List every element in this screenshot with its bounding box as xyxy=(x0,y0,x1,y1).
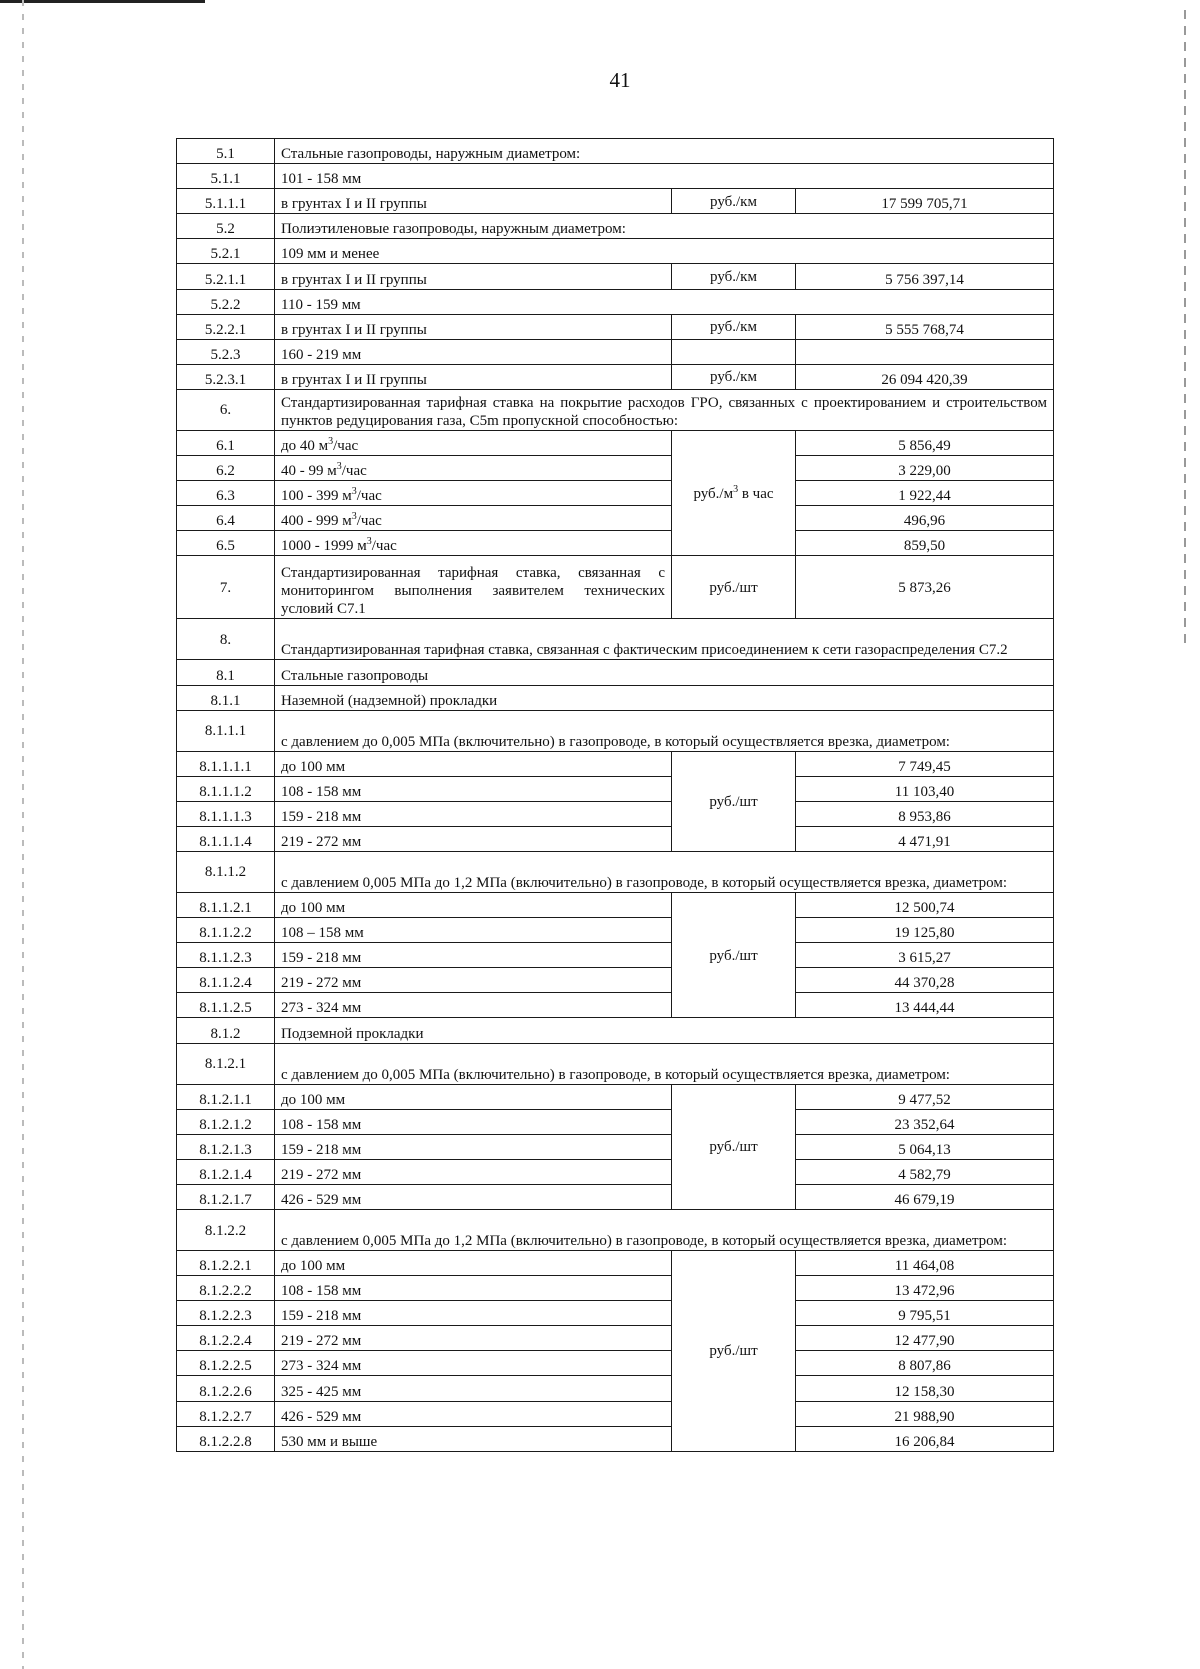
row-value: 4 582,79 xyxy=(796,1159,1054,1184)
row-desc: Полиэтиленовые газопроводы, наружным диаметром: xyxy=(275,214,1054,239)
row-code: 8.1.2.2.1 xyxy=(177,1251,275,1276)
row-value: 5 756 397,14 xyxy=(796,264,1054,289)
row-code: 8.1.2.1.2 xyxy=(177,1109,275,1134)
table-row xyxy=(177,214,1054,239)
row-desc: 219 - 272 мм xyxy=(275,968,672,993)
table-row xyxy=(177,556,1054,619)
table-row xyxy=(177,776,1054,801)
table-row xyxy=(177,968,1054,993)
row-desc: Стандартизированная тарифная ставка, связанная с мониторингом выполнения заявителем технических условий С7.1 xyxy=(275,556,672,619)
row-value-empty xyxy=(796,339,1054,364)
row-value: 5 873,26 xyxy=(796,556,1054,619)
row-code: 8.1.1 xyxy=(177,685,275,710)
row-desc: 160 - 219 мм xyxy=(275,339,672,364)
scan-edge-left xyxy=(22,0,24,1669)
row-desc: Стальные газопроводы xyxy=(275,660,1054,685)
table-row xyxy=(177,660,1054,685)
row-code: 8.1.2.1 xyxy=(177,1043,275,1084)
row-code: 8.1.1.2 xyxy=(177,851,275,892)
row-code: 8.1 xyxy=(177,660,275,685)
row-unit: руб./км xyxy=(672,314,796,339)
group-unit: руб./шт xyxy=(672,1084,796,1209)
row-desc: 325 - 425 мм xyxy=(275,1376,672,1401)
row-code: 8.1.2 xyxy=(177,1018,275,1043)
row-value: 23 352,64 xyxy=(796,1109,1054,1134)
row-desc: 159 - 218 мм xyxy=(275,1134,672,1159)
row-desc: до 100 мм xyxy=(275,1251,672,1276)
page-number: 41 xyxy=(609,68,631,92)
row-desc: 110 - 159 мм xyxy=(275,289,1054,314)
row-code: 8.1.2.2.7 xyxy=(177,1401,275,1426)
table-row xyxy=(177,314,1054,339)
row-code: 8.1.1.2.3 xyxy=(177,943,275,968)
row-value: 44 370,28 xyxy=(796,968,1054,993)
row-desc: 159 - 218 мм xyxy=(275,1301,672,1326)
row-code: 8.1.1.1.2 xyxy=(177,776,275,801)
table-row xyxy=(177,801,1054,826)
table-row xyxy=(177,1376,1054,1401)
table-row xyxy=(177,531,1054,556)
row-desc: Наземной (надземной) прокладки xyxy=(275,685,1054,710)
table-row xyxy=(177,685,1054,710)
table-row xyxy=(177,1301,1054,1326)
row-value: 16 206,84 xyxy=(796,1426,1054,1451)
row-value: 5 064,13 xyxy=(796,1134,1054,1159)
row-code: 6.4 xyxy=(177,506,275,531)
row-code: 8.1.2.1.7 xyxy=(177,1184,275,1209)
table-row xyxy=(177,1426,1054,1451)
row-code: 7. xyxy=(177,556,275,619)
row-code: 5.2.1.1 xyxy=(177,264,275,289)
row-value: 859,50 xyxy=(796,531,1054,556)
row-code: 5.2.3.1 xyxy=(177,364,275,389)
table-row xyxy=(177,826,1054,851)
table-row xyxy=(177,1210,1054,1251)
table-row xyxy=(177,506,1054,531)
row-code: 5.2.1 xyxy=(177,239,275,264)
row-code: 6.3 xyxy=(177,481,275,506)
row-desc: 1000 - 1999 $м^3$/час xyxy=(275,531,672,556)
row-value: 13 444,44 xyxy=(796,993,1054,1018)
row-code: 5.2.3 xyxy=(177,339,275,364)
row-code: 8.1.1.1.1 xyxy=(177,751,275,776)
row-code: 6.5 xyxy=(177,531,275,556)
table-row xyxy=(177,851,1054,892)
row-code: 8.1.1.2.4 xyxy=(177,968,275,993)
top-rule xyxy=(0,0,205,3)
row-desc: в грунтах I и II группы xyxy=(275,189,672,214)
row-code: 5.1.1.1 xyxy=(177,189,275,214)
row-value: 12 500,74 xyxy=(796,892,1054,917)
row-value: 5 555 768,74 xyxy=(796,314,1054,339)
table-row xyxy=(177,430,1054,455)
row-desc: до 100 мм xyxy=(275,892,672,917)
row-desc: 108 - 158 мм xyxy=(275,776,672,801)
row-value: 4 471,91 xyxy=(796,826,1054,851)
row-desc: 273 - 324 мм xyxy=(275,1351,672,1376)
table-row xyxy=(177,1184,1054,1209)
row-desc: до 100 мм xyxy=(275,1084,672,1109)
row-value: 12 158,30 xyxy=(796,1376,1054,1401)
table-row xyxy=(177,389,1054,430)
row-value: 1 922,44 xyxy=(796,481,1054,506)
row-desc: 426 - 529 мм xyxy=(275,1184,672,1209)
group-unit: руб./шт xyxy=(672,1251,796,1452)
row-desc: 109 мм и менее xyxy=(275,239,1054,264)
table-row xyxy=(177,481,1054,506)
row-code: 8.1.1.1.4 xyxy=(177,826,275,851)
row-value: 9 795,51 xyxy=(796,1301,1054,1326)
table-row xyxy=(177,264,1054,289)
row-value: 12 477,90 xyxy=(796,1326,1054,1351)
table-row xyxy=(177,1018,1054,1043)
table-row xyxy=(177,710,1054,751)
table-row xyxy=(177,751,1054,776)
table-row xyxy=(177,1109,1054,1134)
row-desc: 108 - 158 мм xyxy=(275,1276,672,1301)
row-code: 5.1 xyxy=(177,139,275,164)
table-row xyxy=(177,364,1054,389)
table-row xyxy=(177,239,1054,264)
table-row xyxy=(177,1326,1054,1351)
table-row xyxy=(177,164,1054,189)
row-value: 9 477,52 xyxy=(796,1084,1054,1109)
row-desc: 108 – 158 мм xyxy=(275,918,672,943)
row-code: 8.1.1.1 xyxy=(177,710,275,751)
row-desc: 40 - 99 $м^3$/час xyxy=(275,456,672,481)
group-unit: $руб./м^3$ в час xyxy=(672,430,796,555)
row-desc: в грунтах I и II группы xyxy=(275,264,672,289)
row-value: 21 988,90 xyxy=(796,1401,1054,1426)
row-desc: 159 - 218 мм xyxy=(275,801,672,826)
row-value: 5 856,49 xyxy=(796,430,1054,455)
row-desc: 159 - 218 мм xyxy=(275,943,672,968)
row-desc: Стандартизированная тарифная ставка на покрытие расходов ГРО, связанных с проектированием и строительством пунктов редуцирования газа, С5m пропускной способностью: xyxy=(275,389,1054,430)
row-value: 19 125,80 xyxy=(796,918,1054,943)
row-code: 8.1.2.1.3 xyxy=(177,1134,275,1159)
row-code: 8.1.2.2 xyxy=(177,1210,275,1251)
table-row xyxy=(177,1251,1054,1276)
row-desc: с давлением до 0,005 МПа (включительно) в газопроводе, в который осуществляется врезка, диаметром: xyxy=(275,710,1054,751)
row-code: 6.1 xyxy=(177,430,275,455)
table-row xyxy=(177,1159,1054,1184)
row-desc: 530 мм и выше xyxy=(275,1426,672,1451)
table-row xyxy=(177,943,1054,968)
table-row xyxy=(177,619,1054,660)
row-unit: руб./км xyxy=(672,264,796,289)
row-desc: 426 - 529 мм xyxy=(275,1401,672,1426)
group-unit: руб./шт xyxy=(672,751,796,851)
row-code: 6.2 xyxy=(177,456,275,481)
row-value: 496,96 xyxy=(796,506,1054,531)
row-code: 8.1.2.2.5 xyxy=(177,1351,275,1376)
row-code: 8.1.1.2.1 xyxy=(177,892,275,917)
row-value: 8 807,86 xyxy=(796,1351,1054,1376)
row-code: 5.2.2.1 xyxy=(177,314,275,339)
table-row xyxy=(177,339,1054,364)
row-desc: 273 - 324 мм xyxy=(275,993,672,1018)
row-desc: 101 - 158 мм xyxy=(275,164,1054,189)
row-unit: руб./шт xyxy=(672,556,796,619)
table-row xyxy=(177,189,1054,214)
table-row xyxy=(177,289,1054,314)
row-desc: 108 - 158 мм xyxy=(275,1109,672,1134)
row-value: 46 679,19 xyxy=(796,1184,1054,1209)
row-desc: 219 - 272 мм xyxy=(275,1159,672,1184)
row-code: 8.1.2.2.4 xyxy=(177,1326,275,1351)
row-code: 6. xyxy=(177,389,275,430)
row-code: 5.2 xyxy=(177,214,275,239)
group-unit: руб./шт xyxy=(672,892,796,1017)
row-desc: 219 - 272 мм xyxy=(275,826,672,851)
row-code: 5.1.1 xyxy=(177,164,275,189)
table-row xyxy=(177,456,1054,481)
table-row xyxy=(177,892,1054,917)
row-value: 11 464,08 xyxy=(796,1251,1054,1276)
row-value: 26 094 420,39 xyxy=(796,364,1054,389)
row-desc: Подземной прокладки xyxy=(275,1018,1054,1043)
row-code: 8.1.1.2.5 xyxy=(177,993,275,1018)
row-value: 8 953,86 xyxy=(796,801,1054,826)
tariff-table xyxy=(176,138,1054,1452)
table-row xyxy=(177,1276,1054,1301)
row-code: 8.1.2.2.8 xyxy=(177,1426,275,1451)
row-value: 13 472,96 xyxy=(796,1276,1054,1301)
row-desc: в грунтах I и II группы xyxy=(275,314,672,339)
table-row xyxy=(177,139,1054,164)
row-code: 8.1.2.2.6 xyxy=(177,1376,275,1401)
row-unit: руб./км xyxy=(672,189,796,214)
row-code: 8.1.2.2.2 xyxy=(177,1276,275,1301)
row-unit-empty xyxy=(672,339,796,364)
row-desc: до 100 мм xyxy=(275,751,672,776)
row-desc: с давлением до 0,005 МПа (включительно) в газопроводе, в который осуществляется врезка, диаметром: xyxy=(275,1043,1054,1084)
table-row xyxy=(177,1134,1054,1159)
scan-edge-right xyxy=(1184,10,1186,650)
table-row xyxy=(177,1084,1054,1109)
row-value: 3 229,00 xyxy=(796,456,1054,481)
table-row xyxy=(177,1043,1054,1084)
row-code: 5.2.2 xyxy=(177,289,275,314)
row-value: 7 749,45 xyxy=(796,751,1054,776)
row-desc: 100 - 399 $м^3$/час xyxy=(275,481,672,506)
row-unit: руб./км xyxy=(672,364,796,389)
table-row xyxy=(177,1401,1054,1426)
row-desc: Стальные газопроводы, наружным диаметром: xyxy=(275,139,1054,164)
table-row xyxy=(177,1351,1054,1376)
row-desc: с давлением 0,005 МПа до 1,2 МПа (включительно) в газопроводе, в который осуществляется врезка, диаметром: xyxy=(275,1210,1054,1251)
table-row xyxy=(177,918,1054,943)
table-row xyxy=(177,993,1054,1018)
row-code: 8.1.1.2.2 xyxy=(177,918,275,943)
row-desc: 219 - 272 мм xyxy=(275,1326,672,1351)
row-code: 8. xyxy=(177,619,275,660)
row-value: 3 615,27 xyxy=(796,943,1054,968)
row-value: 17 599 705,71 xyxy=(796,189,1054,214)
row-desc: 400 - 999 $м^3$/час xyxy=(275,506,672,531)
row-code: 8.1.2.1.4 xyxy=(177,1159,275,1184)
row-desc: до 40 $м^3$/час xyxy=(275,430,672,455)
row-value: 11 103,40 xyxy=(796,776,1054,801)
row-desc: Стандартизированная тарифная ставка, связанная с фактическим присоединением к сети газораспределения С7.2 xyxy=(275,619,1054,660)
row-code: 8.1.1.1.3 xyxy=(177,801,275,826)
row-code: 8.1.2.1.1 xyxy=(177,1084,275,1109)
row-desc: в грунтах I и II группы xyxy=(275,364,672,389)
row-code: 8.1.2.2.3 xyxy=(177,1301,275,1326)
row-desc: с давлением 0,005 МПа до 1,2 МПа (включительно) в газопроводе, в который осуществляется врезка, диаметром: xyxy=(275,851,1054,892)
